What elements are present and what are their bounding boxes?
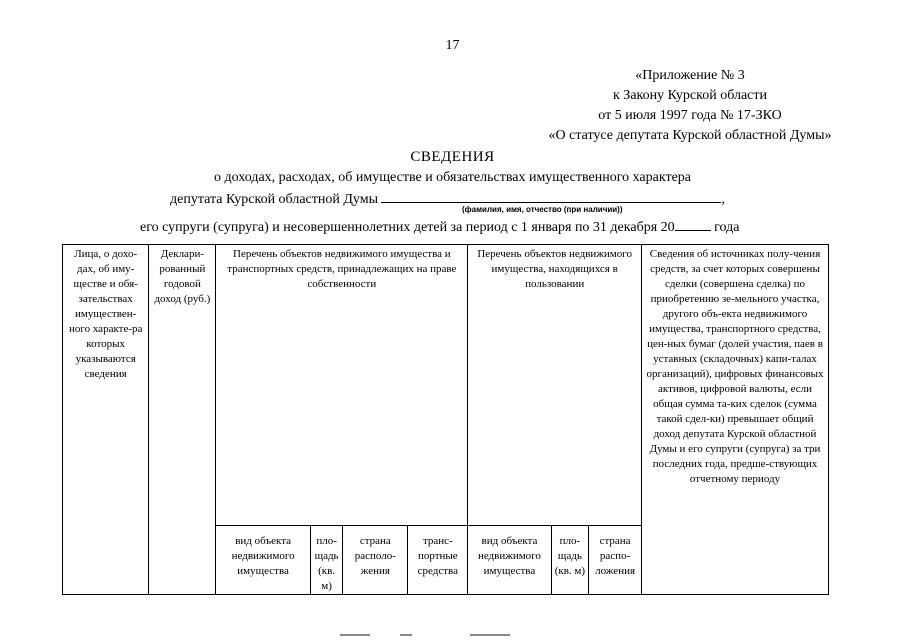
owned-sub-type: вид объекта недвижимого имущества	[216, 526, 310, 595]
header-persons: Лица, о дохо-дах, об иму-ществе и обя-зательствах имуществен-ного характе-ра которых указываются сведения	[63, 245, 149, 595]
used-sub-area: пло-щадь (кв. м)	[551, 526, 589, 595]
owned-sub-country: страна располо-жения	[343, 526, 408, 595]
owned-sub-area: пло-щадь (кв. м)	[310, 526, 343, 595]
header-owned-property: Перечень объектов недвижимого имущества и транспортных средств, принадлежащих на праве собственности	[216, 245, 468, 526]
intro-line-3	[140, 216, 739, 236]
header-income: Деклари-рованный годовой доход (руб.)	[149, 245, 216, 595]
intro-line-2	[170, 188, 725, 208]
header-funding-sources: Сведения об источниках полу-чения средств, за счет которых совершены сделки (совершена сделка) по приобретению зе-мельного участка, другого объ-екта недвижимого имущества, транспортного средства, цен-ных бумаг (долей участия, паев в уставных (складочных) капи-талах организаций), цифровых финансовых активов, цифровой валюты, если общая сумма та-ких сделок (сумма такой сдел-ки) превышает общий доход депутата Курской областной Думы и его супруги (супруга) за три последних года, предше-ствующих отчетному периоду	[642, 245, 829, 595]
intro-line-3-suffix: года	[714, 220, 740, 235]
appendix-line-1: «Приложение № 3	[635, 68, 745, 83]
owned-sub-vehicles: транс-портные средства	[408, 526, 468, 595]
page-number: 17	[445, 38, 460, 53]
document-title: СВЕДЕНИЯ	[410, 149, 495, 165]
intro-line-1: о доходах, расходах, об имуществе и обязательствах имущественного характера	[213, 170, 692, 185]
appendix-line-3: от 5 июля 1997 года № 17-ЗКО	[598, 108, 782, 123]
name-caption: (фамилия, имя, отчество (при наличии))	[462, 205, 623, 214]
intro-line-2-suffix: ,	[721, 192, 725, 207]
year-blank-line[interactable]	[675, 216, 711, 231]
scan-edge-artifact	[0, 630, 905, 640]
declaration-table	[62, 244, 829, 595]
appendix-line-2: к Закону Курской области	[613, 88, 767, 103]
intro-line-2-prefix: депутата Курской областной Думы	[170, 192, 378, 207]
header-used-property: Перечень объектов недвижимого имущества, находящихся в пользовании	[468, 245, 642, 526]
name-blank-line[interactable]	[381, 188, 721, 203]
appendix-line-4: «О статусе депутата Курской областной Думы»	[548, 128, 832, 143]
used-sub-country: страна распо-ложения	[589, 526, 642, 595]
intro-line-3-prefix: его супруги (супруга) и несовершеннолетних детей за период с 1 января по 31 декабря 20	[140, 220, 675, 235]
used-sub-type: вид объекта недвижимого имущества	[468, 526, 551, 595]
